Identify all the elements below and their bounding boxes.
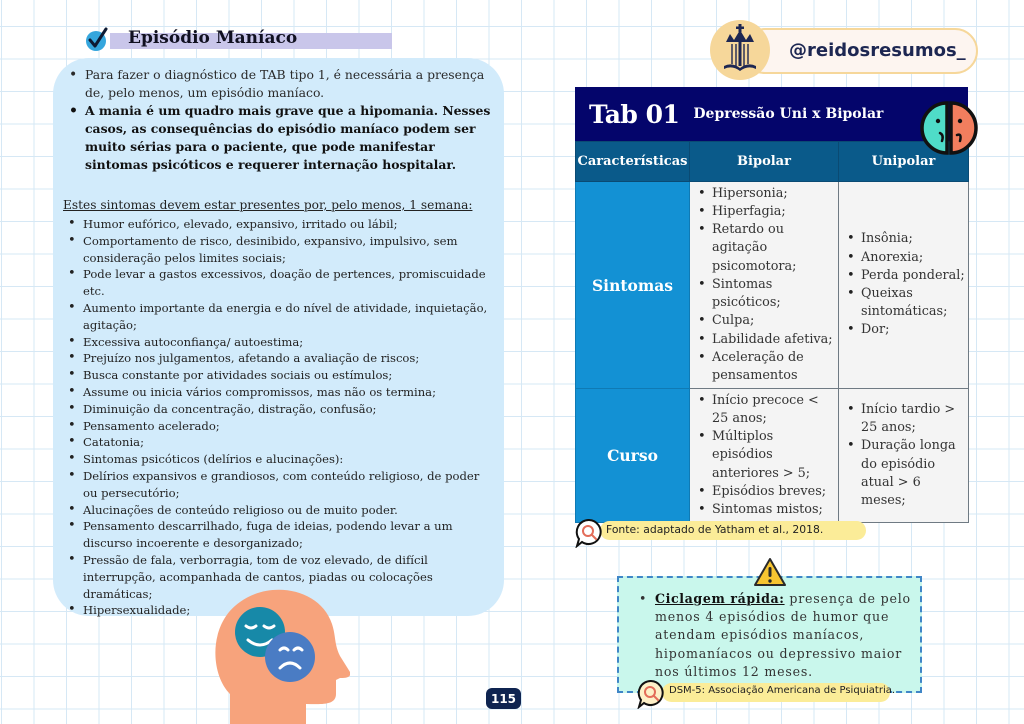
head-moods-illustration	[210, 584, 350, 724]
page-number-badge: 115	[486, 688, 521, 709]
list-item: • Anorexia;	[847, 249, 966, 267]
unipolar-cell	[839, 389, 969, 523]
table-row	[576, 182, 969, 389]
rapid-cycling-term: Ciclagem rápida:	[655, 591, 785, 606]
list-item: • Hipersonia;	[698, 185, 836, 203]
table-header-row	[576, 142, 969, 182]
list-item: • Hiperfagia;	[698, 203, 836, 221]
magnifier-bubble-icon	[636, 679, 666, 709]
list-item: • Insônia;	[847, 230, 966, 248]
symptom-item: • Catatonia;	[65, 434, 495, 451]
symptom-item: • Assume ou inicia vários compromissos, mas não os termina;	[65, 384, 495, 401]
list-item: • Queixas sintomáticas;	[847, 285, 966, 321]
list-item: • Sintomas psicóticos;	[698, 276, 836, 312]
symptom-item: • Alucinações de conteúdo religioso ou de muito poder.	[65, 502, 495, 519]
comparison-table	[575, 141, 969, 523]
sad-face-icon	[265, 632, 315, 682]
column-header: Bipolar	[690, 142, 839, 182]
symptom-item: • Sintomas psicóticos (delírios e alucinações):	[65, 451, 495, 468]
brand-handle-pill	[742, 28, 978, 74]
mania-info-card	[53, 58, 504, 616]
list-item: • Início precoce < 25 anos;	[698, 392, 836, 428]
comparison-table-container	[575, 87, 968, 523]
check-icon	[84, 26, 110, 54]
dsm-source-text: DSM-5: Associação Americana de Psiquiatria.	[669, 685, 896, 696]
list-item: • Retardo ou agitação psicomotora;	[698, 221, 836, 276]
table-title: Depressão Uni x Bipolar	[693, 106, 884, 122]
table-title-bar	[575, 87, 968, 141]
symptom-item: • Pressão de fala, verborragia, tom de voz elevado, de difícil interrupção, acompanhada de cantos, piadas ou colocações dramáticas;	[65, 552, 495, 602]
unipolar-cell	[839, 182, 969, 389]
symptom-item: • Humor eufórico, elevado, expansivo, irritado ou lábil;	[65, 216, 495, 233]
symptom-item: • Prejuízo nos julgamentos, afetando a avaliação de riscos;	[65, 350, 495, 367]
list-item: • Perda ponderal;	[847, 267, 966, 285]
symptom-item: • Pode levar a gastos excessivos, doação de pertences, promiscuidade etc.	[65, 266, 495, 300]
rapid-cycling-definition: presença de pelo menos 4 episódios de humor que atendam episódios maníacos, hipomaníacos ou depressivo maior nos últimos 12 meses.	[655, 591, 911, 679]
list-item: • Múltiplos episódios anteriores > 5;	[698, 428, 836, 483]
column-header: Características	[576, 142, 690, 182]
column-header: Unipolar	[839, 142, 969, 182]
list-item: • Início tardio > 25 anos;	[847, 401, 966, 437]
unipolar-list	[839, 228, 968, 341]
bipolar-cell	[690, 389, 839, 523]
list-item: • Dor;	[847, 321, 966, 339]
list-item: • Culpa;	[698, 312, 836, 330]
source-text: Fonte: adaptado de Yatham et al., 2018.	[606, 523, 824, 536]
list-item: • Duração longa do episódio atual > 6 meses;	[847, 437, 966, 510]
list-item: • Sintomas mistos;	[698, 501, 836, 519]
row-header: Sintomas	[576, 182, 690, 389]
rapid-cycling-item	[637, 590, 917, 681]
symptom-item: • Pensamento acelerado;	[65, 418, 495, 435]
list-item: • Episódios breves;	[698, 483, 836, 501]
list-item: • Aceleração de pensamentos	[698, 349, 836, 385]
bipolar-list	[690, 390, 838, 521]
symptoms-list	[65, 216, 495, 619]
brand-handle: @reidosresumos_	[789, 40, 966, 61]
intro-bullet: • Para fazer o diagnóstico de TAB tipo 1, é necessária a presença de, pelo menos, um episódio maníaco.	[63, 66, 493, 102]
table-number: Tab 01	[589, 99, 680, 129]
symptom-item: • Aumento importante da energia e do nível de atividade, inquietação, agitação;	[65, 300, 495, 334]
intro-bullet: • A mania é um quadro mais grave que a hipomania. Nesses casos, as consequências do episódio maníaco podem ser muito sérias para o paciente, que pode manifestar sintomas psicóticos e requerer internação hospitalar.	[63, 102, 493, 174]
symptom-item: • Busca constante por atividades sociais ou estímulos;	[65, 367, 495, 384]
symptoms-heading: Estes sintomas devem estar presentes por, pelo menos, 1 semana:	[63, 198, 473, 212]
table-source-note	[574, 518, 864, 542]
crown-book-logo	[710, 20, 770, 80]
row-header: Curso	[576, 389, 690, 523]
symptom-item: • Excessiva autoconfiança/ autoestima;	[65, 334, 495, 351]
bipolar-list	[690, 183, 838, 387]
symptom-item: • Diminuição da concentração, distração, confusão;	[65, 401, 495, 418]
list-item: • Labilidade afetiva;	[698, 331, 836, 349]
rapid-cycling-box	[617, 576, 922, 693]
dsm-source-note	[636, 679, 896, 709]
section-title: Episódio Maníaco	[128, 28, 298, 48]
bipolar-cell	[690, 182, 839, 389]
unipolar-list	[839, 399, 968, 512]
split-mood-face-icon	[920, 101, 978, 155]
rapid-cycling-list	[637, 590, 917, 681]
table-row	[576, 389, 969, 523]
symptom-item: • Hipersexualidade;	[65, 602, 495, 619]
magnifier-bubble-icon	[574, 518, 604, 548]
symptom-item: • Pensamento descarrilhado, fuga de ideias, podendo levar a um discurso incoerente e desorganizado;	[65, 518, 495, 552]
intro-list	[63, 66, 493, 174]
symptom-item: • Delírios expansivos e grandiosos, com conteúdo religioso, de poder ou persecutório;	[65, 468, 495, 502]
warning-icon	[753, 557, 787, 587]
symptom-item: • Comportamento de risco, desinibido, expansivo, impulsivo, sem consideração pelos limites sociais;	[65, 233, 495, 267]
crown-icon	[710, 20, 770, 80]
